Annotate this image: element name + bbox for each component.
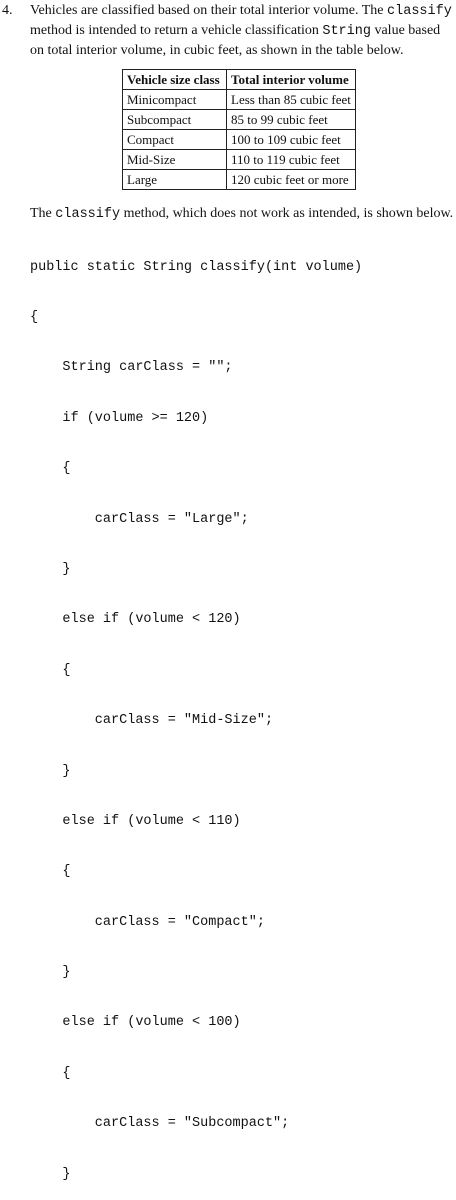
table-header-row xyxy=(123,70,356,90)
table-cell: Minicompact xyxy=(123,90,227,110)
table-cell: Compact xyxy=(123,130,227,150)
table-cell: Large xyxy=(123,170,227,190)
code-line: } xyxy=(30,1166,71,1182)
code-line: } xyxy=(30,763,71,779)
code-line: { xyxy=(30,461,71,477)
table-cell: 85 to 99 cubic feet xyxy=(227,110,356,130)
column-header: Total interior volume xyxy=(227,70,356,90)
intro-text: method is intended to return a vehicle classification xyxy=(30,23,323,38)
table-row xyxy=(123,90,356,110)
code-line: { xyxy=(30,1065,71,1081)
table-row xyxy=(123,110,356,130)
intro-text: The xyxy=(30,206,56,221)
method-intro xyxy=(30,204,455,224)
intro-text: Vehicles are classified based on their total interior volume. The xyxy=(30,3,388,18)
code-line: public static String classify(int volume) xyxy=(30,259,363,275)
table-cell: Mid-Size xyxy=(123,150,227,170)
code-line: if (volume >= 120) xyxy=(30,410,209,426)
vehicle-size-table xyxy=(122,69,356,190)
table-row xyxy=(123,170,356,190)
code-line: carClass = "Compact"; xyxy=(30,914,265,930)
code-block xyxy=(30,226,362,1200)
table-cell: 110 to 119 cubic feet xyxy=(227,150,356,170)
table-row xyxy=(123,130,356,150)
column-header: Vehicle size class xyxy=(123,70,227,90)
code-line: else if (volume < 120) xyxy=(30,612,241,628)
inline-code-method: classify xyxy=(387,4,452,19)
inline-code-method: classify xyxy=(55,207,121,222)
code-line: else if (volume < 110) xyxy=(30,813,241,829)
table-cell: 120 cubic feet or more xyxy=(227,170,356,190)
question-intro xyxy=(30,1,455,60)
code-line: { xyxy=(30,309,39,325)
code-line: } xyxy=(30,965,71,981)
table-row xyxy=(123,150,356,170)
code-line: carClass = "Mid-Size"; xyxy=(30,713,274,729)
table-cell: Subcompact xyxy=(123,110,227,130)
intro-text: method, which does not work as intended, is shown below. xyxy=(120,206,454,221)
code-line: } xyxy=(30,561,71,577)
code-line: carClass = "Large"; xyxy=(30,511,249,527)
table-cell: 100 to 109 cubic feet xyxy=(227,130,356,150)
table-cell: Less than 85 cubic feet xyxy=(227,90,356,110)
code-line: carClass = "Subcompact"; xyxy=(30,1116,290,1132)
code-line: { xyxy=(30,662,71,678)
inline-code-type: String xyxy=(322,24,371,39)
code-line: { xyxy=(30,864,71,880)
question-number: 4. xyxy=(2,3,13,18)
intro-text: value based on total interior volume, in cubic feet, as shown in the table below. xyxy=(30,23,441,58)
code-line: else if (volume < 100) xyxy=(30,1015,241,1031)
code-line: String carClass = ""; xyxy=(30,360,233,376)
